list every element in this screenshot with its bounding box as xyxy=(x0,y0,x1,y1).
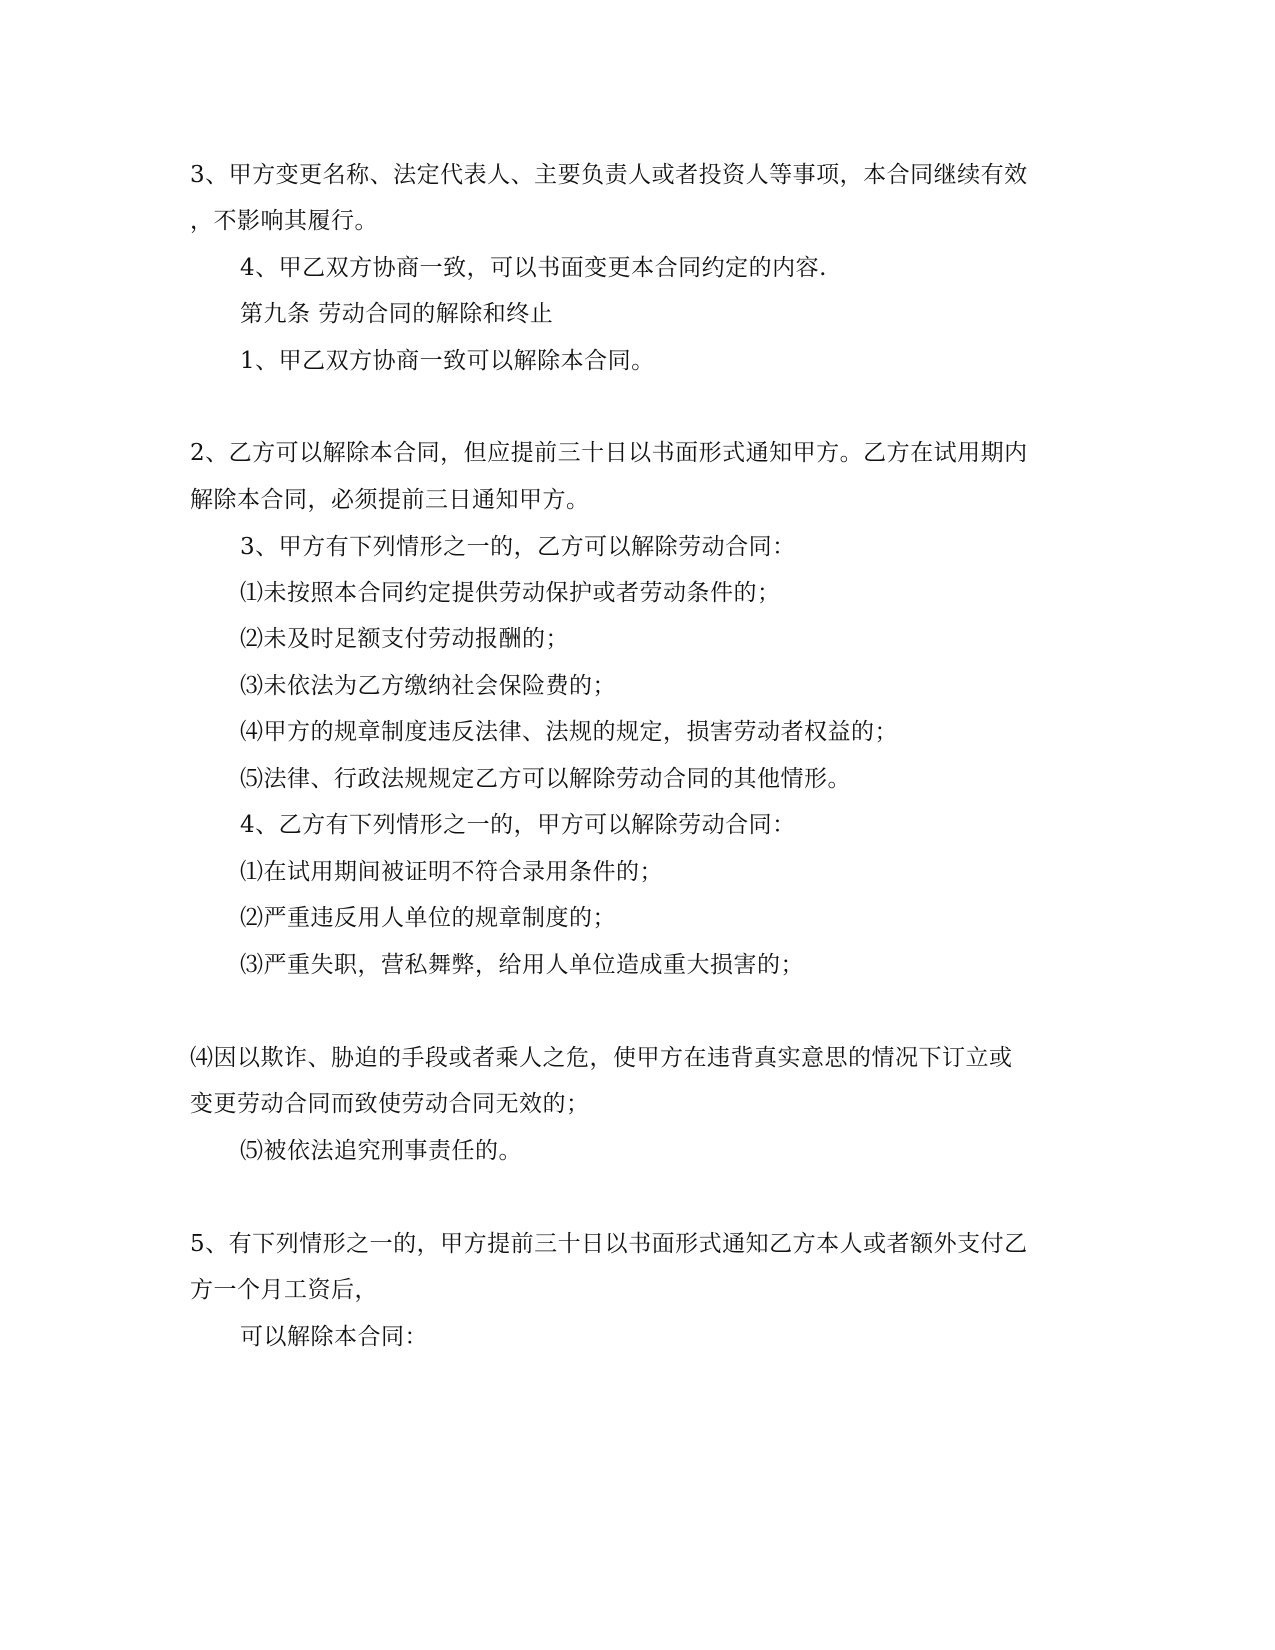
sub-item-3-5: ⑸法律、行政法规规定乙方可以解除劳动合同的其他情形。 xyxy=(240,766,851,792)
clause-3-line-1: 3、甲方变更名称、法定代表人、主要负责人或者投资人等事项，本合同继续有效 xyxy=(190,162,1028,188)
termination-item-2-line-1: 2、乙方可以解除本合同，但应提前三十日以书面形式通知甲方。乙方在试用期内 xyxy=(190,440,1028,466)
sub-item-4-3: ⑶严重失职，营私舞弊，给用人单位造成重大损害的； xyxy=(240,952,804,978)
sub-item-3-1: ⑴未按照本合同约定提供劳动保护或者劳动条件的； xyxy=(240,580,781,606)
termination-item-5-line-3: 可以解除本合同： xyxy=(240,1324,428,1350)
termination-item-2-line-2: 解除本合同，必须提前三日通知甲方。 xyxy=(190,487,590,513)
termination-item-5-line-1: 5、有下列情形之一的，甲方提前三十日以书面形式通知乙方本人或者额外支付乙 xyxy=(190,1231,1028,1257)
sub-item-3-2: ⑵未及时足额支付劳动报酬的； xyxy=(240,626,569,652)
termination-item-5-line-2: 方一个月工资后， xyxy=(190,1277,378,1303)
sub-item-4-2: ⑵严重违反用人单位的规章制度的； xyxy=(240,905,616,931)
clause-3-line-2: ，不影响其履行。 xyxy=(190,208,378,234)
sub-item-4-4-line-1: ⑷因以欺诈、胁迫的手段或者乘人之危，使甲方在违背真实意思的情况下订立或 xyxy=(190,1045,1013,1071)
sub-item-4-1: ⑴在试用期间被证明不符合录用条件的； xyxy=(240,859,663,885)
termination-item-3: 3、甲方有下列情形之一的，乙方可以解除劳动合同： xyxy=(240,534,796,560)
sub-item-4-4-line-2: 变更劳动合同而致使劳动合同无效的； xyxy=(190,1091,590,1117)
article-9-heading: 第九条 劳动合同的解除和终止 xyxy=(240,301,554,327)
clause-4-text: 4、甲乙双方协商一致，可以书面变更本合同约定的内容. xyxy=(240,255,827,281)
termination-item-1: 1、甲乙双方协商一致可以解除本合同。 xyxy=(240,348,655,374)
termination-item-4: 4、乙方有下列情形之一的，甲方可以解除劳动合同： xyxy=(240,812,796,838)
sub-item-3-3: ⑶未依法为乙方缴纳社会保险费的； xyxy=(240,673,616,699)
sub-item-4-5: ⑸被依法追究刑事责任的。 xyxy=(240,1138,522,1164)
sub-item-3-4: ⑷甲方的规章制度违反法律、法规的规定，损害劳动者权益的； xyxy=(240,719,898,745)
